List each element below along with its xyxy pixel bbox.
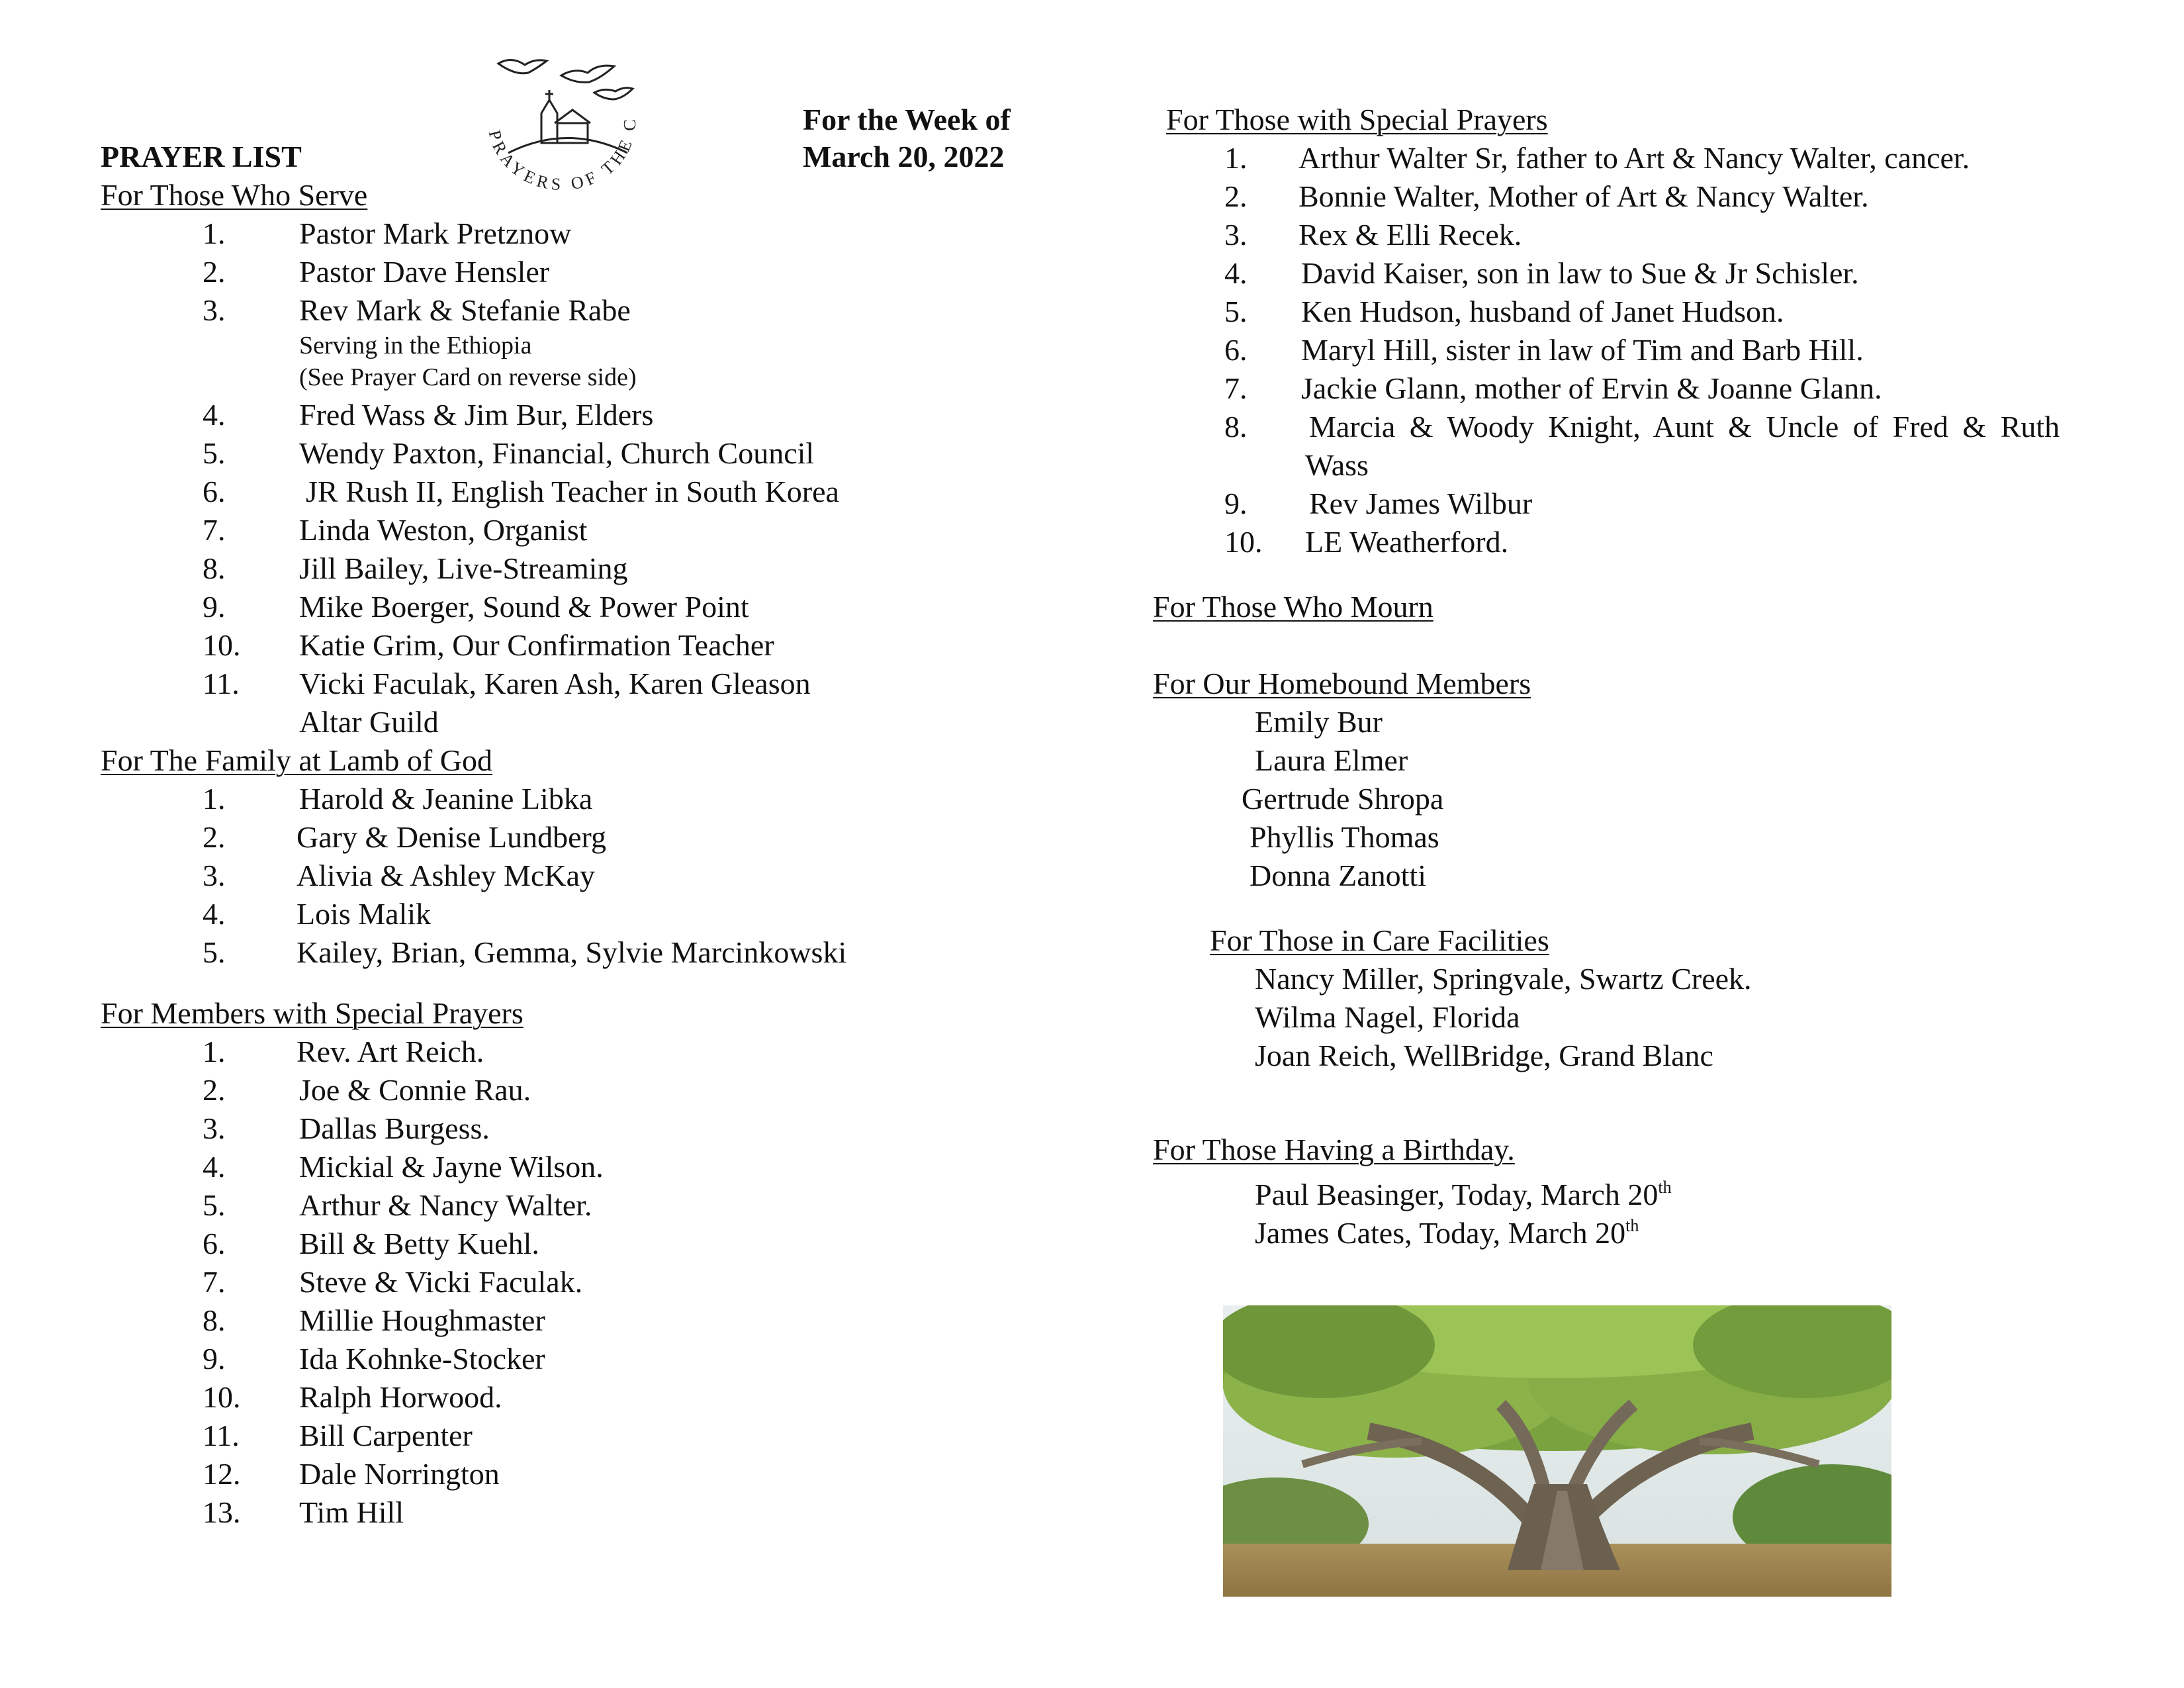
list-item xyxy=(203,551,628,586)
item-text: Millie Houghmaster xyxy=(299,1303,545,1337)
item-number: 7. xyxy=(1224,371,1248,405)
item-text: Katie Grim, Our Confirmation Teacher xyxy=(299,628,774,662)
homebound-name: Phyllis Thomas xyxy=(1250,820,1439,854)
item-text: Ralph Horwood. xyxy=(299,1380,502,1414)
list-item-continuation: Wass xyxy=(1305,448,1369,482)
item-number: 8. xyxy=(203,1303,226,1337)
svg-text:PRAYERS OF THE CHURCH: PRAYERS OF THE C xyxy=(484,115,640,195)
item-number: 4. xyxy=(1224,256,1248,290)
item-text: Rex & Elli Recek. xyxy=(1298,218,1522,252)
care-name: Nancy Miller, Springvale, Swartz Creek. xyxy=(1255,962,1752,996)
list-item xyxy=(203,1303,545,1338)
item-number: 10. xyxy=(203,1380,241,1414)
item-text: Pastor Dave Hensler xyxy=(299,255,550,289)
list-item xyxy=(203,1111,490,1146)
item-number: 6. xyxy=(203,1227,226,1260)
section-heading-mourn: For Those Who Mourn xyxy=(1153,590,1433,624)
item-number: 3. xyxy=(203,859,226,892)
item-text: Vicki Faculak, Karen Ash, Karen Gleason xyxy=(299,667,811,700)
item-text: Arthur & Nancy Walter. xyxy=(299,1188,592,1222)
item-number: 1. xyxy=(203,216,226,250)
item-text: Linda Weston, Organist xyxy=(299,513,588,547)
list-item-continuation: Altar Guild xyxy=(299,705,439,739)
homebound-name: Laura Elmer xyxy=(1255,743,1408,777)
list-item xyxy=(1224,217,1522,252)
item-number: 9. xyxy=(203,590,226,624)
list-item xyxy=(203,293,631,328)
item-text: Ida Kohnke-Stocker xyxy=(299,1342,545,1376)
item-number: 5. xyxy=(203,935,226,969)
item-text: Rev James Wilbur xyxy=(1309,487,1533,520)
homebound-name: Gertrude Shropa xyxy=(1242,782,1444,816)
list-item xyxy=(203,1188,592,1223)
list-item xyxy=(203,820,606,855)
item-number: 4. xyxy=(203,398,226,432)
item-number: 1. xyxy=(203,1035,226,1068)
list-item xyxy=(203,216,571,251)
list-item xyxy=(1224,524,1508,559)
item-text: Jill Bailey, Live-Streaming xyxy=(299,551,628,585)
item-text: Bill Carpenter xyxy=(299,1419,473,1452)
item-text: Rev. Art Reich. xyxy=(296,1035,484,1068)
item-number: 3. xyxy=(203,1111,226,1145)
item-number: 5. xyxy=(1224,295,1248,328)
list-item xyxy=(203,666,811,701)
item-text: Dallas Burgess. xyxy=(299,1111,490,1145)
list-item xyxy=(203,1418,473,1453)
item-text: Lois Malik xyxy=(296,897,432,931)
list-item xyxy=(1224,332,1864,367)
item-number: 12. xyxy=(203,1457,241,1491)
item-text: Bonnie Walter, Mother of Art & Nancy Walter. xyxy=(1298,179,1869,213)
list-item xyxy=(203,512,587,547)
item-number: 7. xyxy=(203,1265,226,1299)
item-number: 6. xyxy=(203,475,226,508)
item-number: 13. xyxy=(203,1495,241,1529)
item-text: Dale Norrington xyxy=(299,1457,500,1491)
list-item xyxy=(203,628,774,663)
birthday-suffix: th xyxy=(1625,1216,1639,1235)
item-text: Kailey, Brian, Gemma, Sylvie Marcinkowski xyxy=(296,935,847,969)
section-heading-family: For The Family at Lamb of God xyxy=(101,743,492,777)
birthday-entry xyxy=(1255,1177,1672,1212)
birthday-text: Paul Beasinger, Today, March 20 xyxy=(1255,1178,1659,1211)
church-logo xyxy=(462,44,660,196)
list-item xyxy=(1224,179,1869,214)
item-text: Ken Hudson, husband of Janet Hudson. xyxy=(1301,295,1784,328)
care-name: Joan Reich, WellBridge, Grand Blanc xyxy=(1255,1039,1713,1072)
list-item xyxy=(203,1264,582,1299)
list-item xyxy=(203,1149,604,1184)
item-number: 9. xyxy=(203,1342,226,1376)
item-text: Marcia & Woody Knight, Aunt & Uncle of Fred & Ruth xyxy=(1309,410,2060,444)
list-item xyxy=(203,896,431,931)
week-line-1: For the Week of xyxy=(803,103,1011,136)
list-item xyxy=(1224,256,1859,291)
item-number: 2. xyxy=(203,820,226,854)
item-number: 8. xyxy=(1224,410,1248,444)
section-heading-serve: For Those Who Serve xyxy=(101,178,368,212)
list-item xyxy=(203,436,814,471)
birthday-text: James Cates, Today, March 20 xyxy=(1255,1216,1626,1250)
item-text: Maryl Hill, sister in law of Tim and Barb Hill. xyxy=(1301,333,1864,367)
item-number: 10. xyxy=(1224,525,1263,559)
item-text: David Kaiser, son in law to Sue & Jr Schisler. xyxy=(1301,256,1859,290)
item-text: Gary & Denise Lundberg xyxy=(296,820,606,854)
item-number: 5. xyxy=(203,1188,226,1222)
item-number: 2. xyxy=(1224,179,1248,213)
tree-photo xyxy=(1223,1305,1891,1597)
section-heading-birthday: For Those Having a Birthday. xyxy=(1153,1133,1515,1166)
list-item xyxy=(203,1226,539,1261)
item-text: Joe & Connie Rau. xyxy=(299,1073,531,1107)
serve-note-1: Serving in the Ethiopia xyxy=(299,332,532,359)
list-item xyxy=(203,397,653,432)
item-number: 9. xyxy=(1224,487,1248,520)
section-heading-homebound: For Our Homebound Members xyxy=(1153,667,1531,700)
item-text: Arthur Walter Sr, father to Art & Nancy Walter, cancer. xyxy=(1298,141,1970,175)
item-text: Jackie Glann, mother of Ervin & Joanne Glann. xyxy=(1301,371,1882,405)
item-number: 1. xyxy=(1224,141,1248,175)
homebound-name: Donna Zanotti xyxy=(1250,859,1426,892)
list-item xyxy=(203,1495,404,1530)
list-item xyxy=(203,1341,545,1376)
item-text: JR Rush II, English Teacher in South Korea xyxy=(306,475,839,508)
section-heading-special: For Those with Special Prayers xyxy=(1166,103,1548,136)
item-number: 1. xyxy=(203,782,226,816)
item-number: 11. xyxy=(203,667,240,700)
week-line-2: March 20, 2022 xyxy=(803,140,1005,173)
list-item xyxy=(203,935,846,970)
item-text: Rev Mark & Stefanie Rabe xyxy=(299,293,631,327)
item-text: Pastor Mark Pretznow xyxy=(299,216,572,250)
item-text: LE Weatherford. xyxy=(1305,525,1509,559)
item-number: 7. xyxy=(203,513,226,547)
item-number: 4. xyxy=(203,1150,226,1184)
item-number: 3. xyxy=(1224,218,1248,252)
item-text: Harold & Jeanine Libka xyxy=(299,782,593,816)
list-item xyxy=(203,254,549,289)
section-heading-members: For Members with Special Prayers xyxy=(101,996,523,1030)
list-item xyxy=(1224,371,1882,406)
list-item xyxy=(203,858,595,893)
list-item xyxy=(1224,486,1532,521)
item-text: Mickial & Jayne Wilson. xyxy=(299,1150,604,1184)
item-text: Fred Wass & Jim Bur, Elders xyxy=(299,398,654,432)
item-number: 6. xyxy=(1224,333,1248,367)
list-item xyxy=(1224,140,1970,175)
list-item xyxy=(203,1380,502,1415)
item-text: Wendy Paxton, Financial, Church Council xyxy=(299,436,815,470)
section-heading-care: For Those in Care Facilities xyxy=(1210,923,1549,957)
item-text: Steve & Vicki Faculak. xyxy=(299,1265,583,1299)
list-item xyxy=(203,589,749,624)
list-item xyxy=(203,474,839,509)
list-item xyxy=(203,1456,500,1491)
item-text: Mike Boerger, Sound & Power Point xyxy=(299,590,749,624)
item-number: 2. xyxy=(203,255,226,289)
item-number: 10. xyxy=(203,628,241,662)
care-name: Wilma Nagel, Florida xyxy=(1255,1000,1520,1034)
item-text: Bill & Betty Kuehl. xyxy=(299,1227,539,1260)
item-number: 5. xyxy=(203,436,226,470)
item-number: 3. xyxy=(203,293,226,327)
birthday-entry xyxy=(1255,1215,1639,1250)
item-number: 8. xyxy=(203,551,226,585)
item-number: 4. xyxy=(203,897,226,931)
birthday-suffix: th xyxy=(1658,1178,1672,1197)
serve-note-2: (See Prayer Card on reverse side) xyxy=(299,363,637,391)
item-number: 11. xyxy=(203,1419,240,1452)
homebound-name: Emily Bur xyxy=(1255,705,1383,739)
list-item xyxy=(203,1072,531,1107)
item-text: Alivia & Ashley McKay xyxy=(296,859,595,892)
list-item xyxy=(203,1034,484,1069)
item-text: Tim Hill xyxy=(299,1495,404,1529)
item-number: 2. xyxy=(203,1073,226,1107)
list-item xyxy=(1224,294,1784,329)
list-item xyxy=(1224,409,2060,444)
list-item xyxy=(203,781,592,816)
page-title: PRAYER LIST xyxy=(101,140,302,173)
